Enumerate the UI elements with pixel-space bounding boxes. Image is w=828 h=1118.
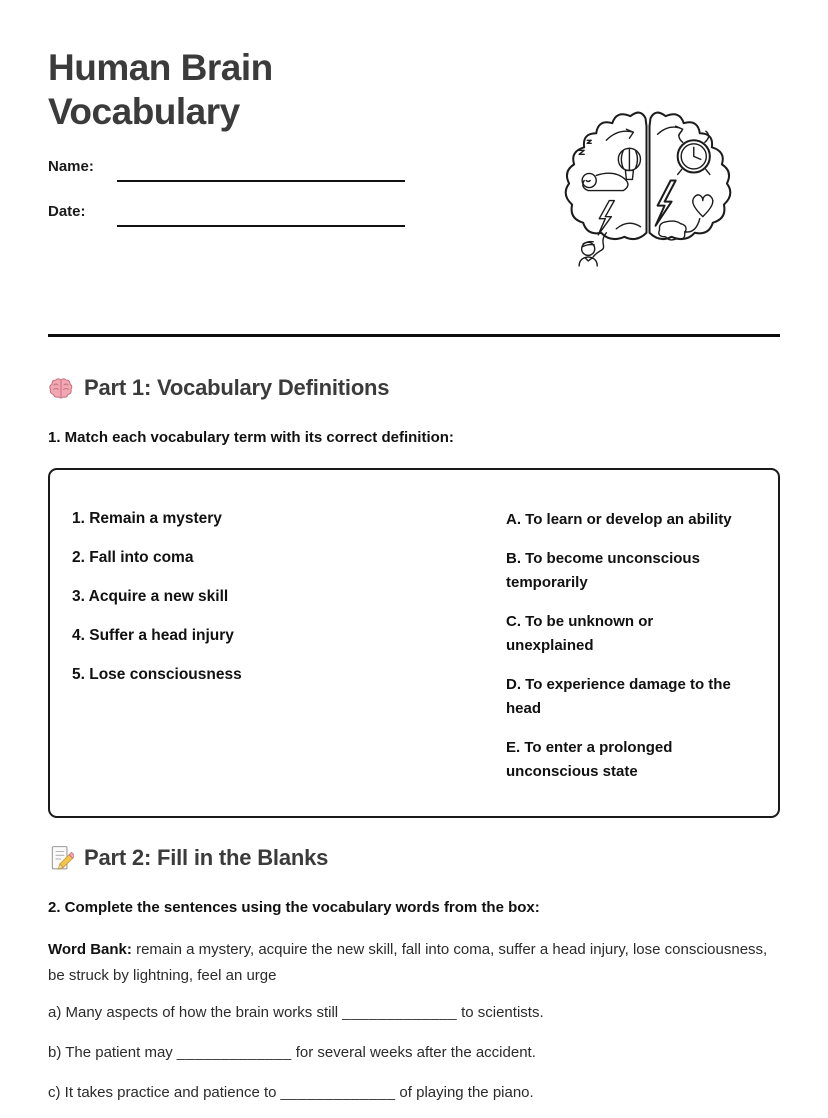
date-write-line[interactable]	[117, 225, 405, 227]
part2-instruction: 2. Complete the sentences using the vocabulary words from the box:	[48, 899, 540, 916]
page-title	[48, 46, 273, 134]
arrow-left-icon	[606, 129, 633, 140]
date-label: Date:	[48, 203, 86, 220]
word-bank-words: remain a mystery, acquire the new skill, fall into coma, suffer a head injury, lose consciousness, be struck by lightning, feel an urge	[48, 941, 768, 984]
matching-exercise-box	[48, 468, 780, 818]
fill-in-blank[interactable]: _____________	[342, 1004, 458, 1021]
lightning-small-icon	[598, 201, 614, 235]
sentence-suffix: for several weeks after the accident.	[295, 1044, 536, 1061]
alarm-clock-icon	[678, 131, 710, 174]
brain-illustration	[554, 90, 740, 276]
sentence-prefix: a) Many aspects of how the brain works still	[48, 1004, 339, 1021]
sentence-prefix: c) It takes practice and patience to	[48, 1084, 277, 1101]
definition-item: D. To experience damage to the head	[506, 676, 731, 717]
definition-item: C. To be unknown or unexplained	[506, 613, 654, 654]
name-field-row	[48, 158, 408, 182]
brain-icon	[48, 375, 74, 401]
term-item: 2. Fall into coma	[72, 549, 194, 566]
name-write-line[interactable]	[117, 180, 405, 182]
term-item: 3. Acquire a new skill	[72, 588, 229, 605]
fill-in-sentence	[48, 1004, 544, 1021]
definition-item: B. To become unconscious temporarily	[506, 550, 700, 591]
date-field-row	[48, 203, 408, 227]
lightning-bolt-icon	[656, 180, 676, 225]
definition-item: A. To learn or develop an ability	[506, 511, 732, 528]
fill-in-blank[interactable]: _____________	[176, 1044, 292, 1061]
part2-heading-text: Part 2: Fill in the Blanks	[84, 845, 329, 870]
part1-instruction: 1. Match each vocabulary term with its correct definition:	[48, 429, 454, 446]
part1-heading	[48, 374, 389, 402]
term-item: 1. Remain a mystery	[72, 510, 222, 527]
sentence-prefix: b) The patient may	[48, 1044, 173, 1061]
page-title-line2: Vocabulary	[48, 91, 240, 132]
part2-heading	[48, 844, 328, 872]
sentence-suffix: to scientists.	[461, 1004, 544, 1021]
word-bank	[48, 937, 784, 989]
memo-icon	[48, 845, 74, 871]
fill-in-sentence	[48, 1044, 536, 1061]
term-item: 4. Suffer a head injury	[72, 627, 234, 644]
part1-heading-text: Part 1: Vocabulary Definitions	[84, 375, 390, 400]
heart-icon	[693, 195, 713, 217]
sleeping-person-icon	[582, 173, 628, 190]
page-title-line1: Human Brain	[48, 47, 273, 88]
section-divider	[48, 334, 780, 337]
name-label: Name:	[48, 158, 94, 175]
fill-in-blank[interactable]: _____________	[280, 1084, 396, 1101]
definition-item: E. To enter a prolonged unconscious state	[506, 739, 673, 780]
definitions-column	[506, 508, 760, 796]
sentence-suffix: of playing the piano.	[399, 1084, 534, 1101]
fill-in-sentence	[48, 1084, 534, 1101]
lightbulb-icon	[618, 148, 640, 179]
term-item: 5. Lose consciousness	[72, 666, 242, 683]
injured-person-icon	[579, 242, 597, 266]
terms-column	[72, 508, 506, 796]
word-bank-label: Word Bank:	[48, 941, 132, 958]
